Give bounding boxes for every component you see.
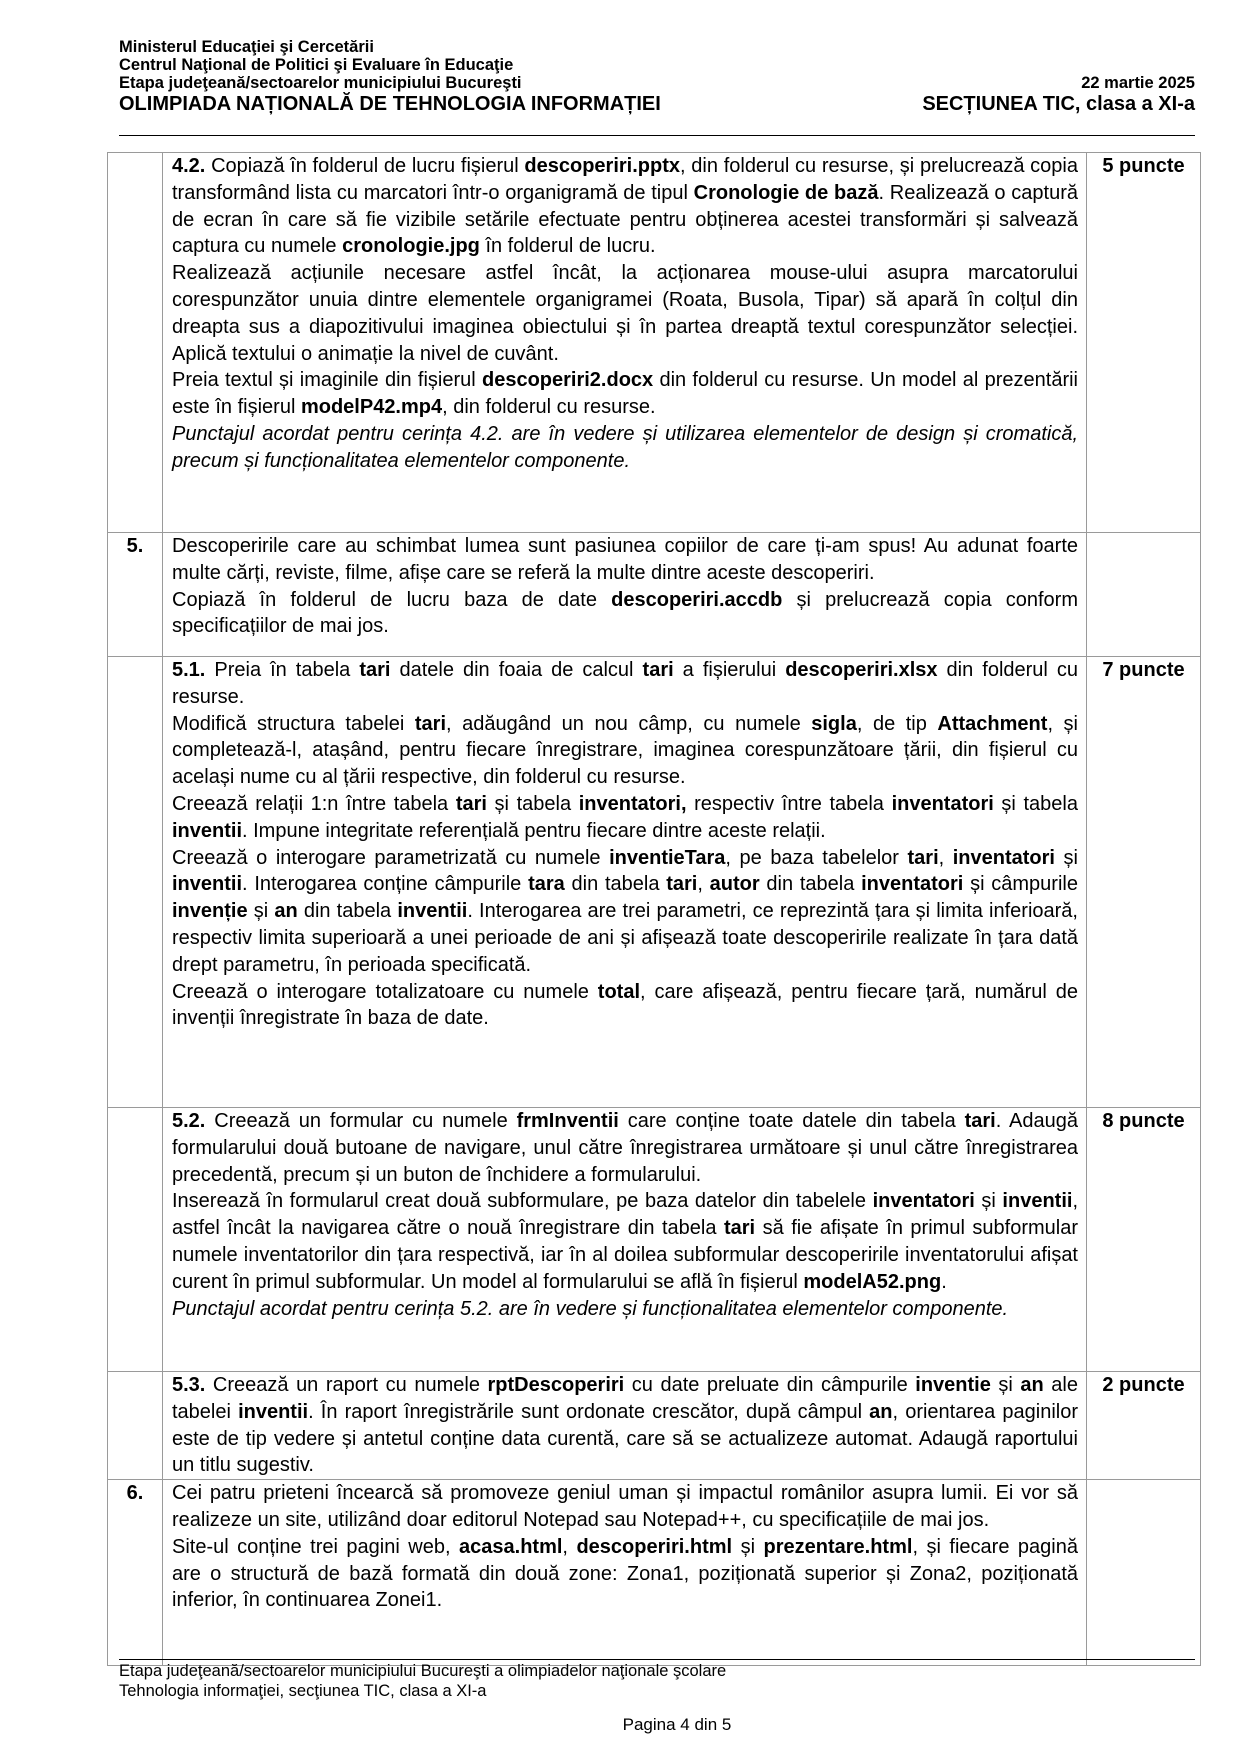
text-run: a fișierului bbox=[673, 659, 786, 681]
text-run: . Interogarea conține câmpurile bbox=[242, 873, 529, 896]
text-run: Creează un formular cu numele bbox=[205, 1110, 517, 1132]
text-run: , bbox=[938, 846, 953, 869]
bold-text-run: sigla bbox=[811, 712, 857, 735]
text-run: Creează o interogare totalizatoare cu numele bbox=[172, 980, 598, 1003]
text-run: și câmpurile bbox=[963, 873, 1078, 896]
bold-text-run: inventii bbox=[172, 873, 243, 896]
table-row bbox=[108, 1480, 1201, 1666]
bold-text-run: descoperiri.accdb bbox=[611, 588, 783, 611]
page-number: Pagina 4 din 5 bbox=[622, 1715, 732, 1734]
task-points: 7 puncte bbox=[1087, 657, 1201, 1108]
task-number bbox=[108, 1372, 163, 1480]
bold-text-run: Cronologie de bază bbox=[693, 181, 879, 204]
bold-text-run: modelP42.mp4 bbox=[300, 396, 443, 419]
ministry-name: Ministerul Educaţiei şi Cercetării bbox=[119, 38, 374, 56]
task-points bbox=[1087, 533, 1201, 657]
task-paragraph bbox=[172, 657, 1078, 711]
text-run: care conține toate datele din tabela bbox=[618, 1110, 965, 1132]
text-run: , din folderul cu resurse, și prelucrează copia transformând lista cu marcatori într-o organigramă de tipul bbox=[172, 155, 1078, 204]
bold-text-run: inventatori, bbox=[578, 792, 687, 815]
text-run: și tabela bbox=[486, 792, 579, 815]
text-run: , orientarea paginilor este de tip vedere și antetul conține data curentă, care să se actualizeze automat. Adaugă raportului un titlu sugestiv. bbox=[172, 1400, 1078, 1477]
task-text bbox=[163, 153, 1087, 533]
text-run: . Realizează o captură de ecran în care să fie vizibile setările efectuate pentru obținerea acestei transformări și salvează captura cu numele bbox=[172, 181, 1078, 258]
bold-text-run: an bbox=[869, 1400, 893, 1423]
table-row bbox=[108, 1372, 1201, 1480]
bold-text-run: tari bbox=[666, 873, 698, 896]
header-rule bbox=[119, 135, 1195, 136]
bold-text-run: cronologie.jpg bbox=[342, 235, 480, 258]
text-run: , și fiecare pagină are o structură de bază formată din două zone: Zona1, poziționată superior și Zona2, poziționată inferior, în continuarea Zonei1. bbox=[172, 1535, 1078, 1612]
bold-text-run: an bbox=[274, 900, 298, 923]
text-run: , din folderul cu resurse. bbox=[442, 396, 656, 419]
task-paragraph bbox=[172, 791, 1078, 845]
text-run: Inserează în formularul creat două subformulare, pe baza datelor din tabelele bbox=[172, 1190, 873, 1213]
task-paragraph bbox=[172, 153, 1078, 260]
bold-text-run: frmInventii bbox=[516, 1110, 619, 1132]
text-run: Copiază în folderul de lucru baza de date bbox=[172, 588, 612, 611]
text-run: , pe baza tabelelor bbox=[725, 846, 908, 869]
task-paragraph bbox=[172, 587, 1078, 641]
footer-stage: Etapa judeţeană/sectoarelor municipiului Bucureşti a olimpiadelor naţionale şcolare bbox=[119, 1662, 727, 1680]
text-run: Preia textul și imaginile din fișierul bbox=[172, 369, 482, 392]
text-run: , astfel încât la navigarea către o nouă înregistrare din tabela bbox=[172, 1190, 1078, 1240]
task-points: 8 puncte bbox=[1087, 1108, 1201, 1372]
footer-subject: Tehnologia informaţiei, secţiunea TIC, clasa a XI-a bbox=[119, 1682, 487, 1700]
task-paragraph bbox=[172, 979, 1078, 1033]
bold-text-run: tari bbox=[723, 1217, 756, 1240]
center-name: Centrul Naţional de Politici şi Evaluare în Educaţie bbox=[119, 56, 514, 74]
exam-date: 22 martie 2025 bbox=[1081, 74, 1195, 92]
page-header bbox=[119, 38, 1195, 116]
task-paragraph bbox=[172, 367, 1078, 421]
text-run: Cei patru prieteni încearcă să promoveze geniul uman și impactul românilor asupra lumii. Ei vor să realizeze un site, utilizând doar editorul Notepad sau Notepad++, cu specificațiile de mai jos. bbox=[172, 1482, 1078, 1531]
task-text bbox=[163, 533, 1087, 657]
bold-text-run: prezentare.html bbox=[763, 1535, 913, 1558]
bold-text-run: descoperiri.html bbox=[576, 1535, 733, 1558]
bold-text-run: tari bbox=[414, 712, 447, 735]
bold-text-run: an bbox=[1020, 1374, 1044, 1396]
text-run: Punctajul acordat pentru cerința 5.2. are în vedere și funcționalitatea elementelor componente. bbox=[172, 1297, 1009, 1320]
bold-text-run: Attachment bbox=[937, 712, 1048, 735]
text-run: respectiv între tabela bbox=[686, 792, 892, 815]
footer-rule bbox=[119, 1659, 1195, 1660]
task-paragraph bbox=[172, 533, 1078, 587]
text-run: din tabela bbox=[564, 873, 667, 896]
text-run: Creează relații 1:n între tabela bbox=[172, 792, 456, 815]
text-run: și prelucrează copia conform specificațiilor de mai jos. bbox=[172, 588, 1079, 638]
text-run: Creează o interogare parametrizată cu numele bbox=[172, 846, 610, 869]
text-run: , bbox=[697, 873, 710, 896]
text-run: din tabela bbox=[297, 900, 398, 923]
bold-text-run: 5.2. bbox=[172, 1110, 206, 1132]
text-run: Site-ul conține trei pagini web, bbox=[172, 1535, 460, 1558]
text-run: , care afișează, pentru fiecare țară, numărul de invenții înregistrate în baza de date. bbox=[172, 980, 1079, 1030]
bold-text-run: inventii bbox=[172, 819, 243, 842]
bold-text-run: tari bbox=[455, 792, 487, 815]
task-points: 5 puncte bbox=[1087, 153, 1201, 533]
text-run: și bbox=[974, 1190, 1003, 1213]
text-run: . Impune integritate referențială pentru fiecare dintre aceste relații. bbox=[242, 819, 826, 842]
bold-text-run: inventii bbox=[397, 900, 468, 923]
text-run: în folderul de lucru. bbox=[479, 235, 656, 258]
tasks-table bbox=[107, 152, 1201, 1666]
table-row bbox=[108, 1108, 1201, 1372]
bold-text-run: inventatori bbox=[861, 873, 964, 896]
task-paragraph bbox=[172, 1188, 1078, 1295]
bold-text-run: total bbox=[597, 980, 641, 1003]
text-run: din tabela bbox=[759, 873, 862, 896]
text-run: , bbox=[562, 1535, 577, 1558]
bold-text-run: acasa.html bbox=[459, 1535, 563, 1558]
bold-text-run: 5.1. bbox=[172, 659, 206, 681]
text-run: Punctajul acordat pentru cerința 4.2. are în vedere și utilizarea elementelor de design și cromatică, precum și funcționalitatea elementelor componente. bbox=[172, 422, 1078, 472]
task-paragraph bbox=[172, 1480, 1078, 1534]
page-footer bbox=[119, 1661, 1195, 1735]
bold-text-run: modelA52.png bbox=[803, 1270, 942, 1293]
table-row bbox=[108, 657, 1201, 1108]
bold-text-run: tari bbox=[907, 846, 939, 869]
text-run: și bbox=[732, 1535, 764, 1558]
text-run: și bbox=[990, 1374, 1021, 1396]
bold-text-run: descoperiri.pptx bbox=[524, 155, 681, 177]
bold-text-run: rptDescoperiri bbox=[487, 1374, 625, 1396]
text-run: și tabela bbox=[993, 792, 1078, 815]
task-text bbox=[163, 1480, 1087, 1666]
task-paragraph bbox=[172, 260, 1078, 367]
text-run: Modifică structura tabelei bbox=[172, 712, 415, 735]
task-number: 6. bbox=[108, 1480, 163, 1666]
task-number bbox=[108, 153, 163, 533]
text-run: . Interogarea are trei parametri, ce reprezintă țara și limita inferioară, respectiv limita superioară a unei perioade de ani și afișează toate descoperirile realizate în țara dată drept parametru, în perioada specificată. bbox=[172, 900, 1078, 976]
text-run: Copiază în folderul de lucru fișierul bbox=[205, 155, 525, 177]
bold-text-run: tari bbox=[642, 659, 674, 681]
task-text bbox=[163, 1372, 1087, 1480]
text-run: Descoperirile care au schimbat lumea sunt pasiunea copiilor de care ți-am spus! Au adunat foarte multe cărți, reviste, filme, afișe care se referă la multe dintre aceste descoperiri. bbox=[172, 535, 1078, 584]
bold-text-run: invenție bbox=[172, 900, 248, 923]
bold-text-run: inventatori bbox=[952, 846, 1055, 869]
bold-text-run: tari bbox=[964, 1110, 996, 1132]
task-text bbox=[163, 657, 1087, 1108]
table-row bbox=[108, 153, 1201, 533]
bold-text-run: inventie bbox=[915, 1374, 991, 1396]
text-run: din folderul cu resurse. bbox=[172, 659, 1079, 708]
text-run: . Adaugă formularului două butoane de navigare, unul către înregistrarea următoare și unul către înregistrarea precedentă, precum și un buton de închidere a formularului. bbox=[172, 1110, 1078, 1186]
bold-text-run: 5.3. bbox=[172, 1374, 206, 1396]
task-paragraph bbox=[172, 1108, 1078, 1188]
text-run: din folderul cu resurse. Un model al prezentării este în fișierul bbox=[172, 369, 1078, 419]
bold-text-run: inventatori bbox=[891, 792, 994, 815]
text-run: să fie afișate în primul subformular numele inventatorilor din țara respectivă, iar în al doilea subformular descoperirile inventatorului afișat curent în primul subformular. Un model al formularului se află în fișierul bbox=[172, 1217, 1078, 1293]
text-run: și bbox=[247, 900, 275, 923]
section-title: SECȚIUNEA TIC, clasa a XI-a bbox=[922, 93, 1195, 115]
bold-text-run: inventii bbox=[238, 1400, 309, 1423]
task-paragraph bbox=[172, 845, 1078, 979]
task-paragraph bbox=[172, 711, 1078, 791]
bold-text-run: descoperiri2.docx bbox=[481, 369, 654, 392]
text-run: cu date preluate din câmpurile bbox=[624, 1374, 916, 1396]
bold-text-run: descoperiri.xlsx bbox=[785, 659, 938, 681]
task-number: 5. bbox=[108, 533, 163, 657]
bold-text-run: 4.2. bbox=[172, 155, 206, 177]
text-run: , și completează-l, atașând, pentru fiecare înregistrare, imaginea corespunzătoare țării, din fișierul cu același nume cu al țării respective, din folderul cu resurse. bbox=[172, 712, 1078, 789]
task-number bbox=[108, 657, 163, 1108]
bold-text-run: inventieTara bbox=[609, 846, 726, 869]
table-row bbox=[108, 533, 1201, 657]
task-paragraph bbox=[172, 1372, 1078, 1479]
bold-text-run: inventatori bbox=[872, 1190, 975, 1213]
bold-text-run: inventii bbox=[1002, 1190, 1073, 1213]
text-run: datele din foaia de calcul bbox=[390, 659, 643, 681]
text-run: . bbox=[941, 1270, 947, 1293]
task-points: 2 puncte bbox=[1087, 1372, 1201, 1480]
olympiad-title: OLIMPIADA NAȚIONALĂ DE TEHNOLOGIA INFORMAȚIEI bbox=[119, 93, 661, 115]
bold-text-run: tara bbox=[528, 873, 565, 896]
text-run: Preia în tabela bbox=[205, 659, 360, 681]
text-run: . În raport înregistrările sunt ordonate crescător, după câmpul bbox=[308, 1400, 870, 1423]
task-paragraph bbox=[172, 421, 1078, 475]
text-run: Creează un raport cu numele bbox=[205, 1374, 488, 1396]
text-run: și bbox=[1055, 846, 1078, 869]
bold-text-run: autor bbox=[709, 873, 760, 896]
task-paragraph bbox=[172, 1296, 1078, 1323]
task-paragraph bbox=[172, 1534, 1078, 1614]
text-run: , adăugând un nou câmp, cu numele bbox=[446, 712, 812, 735]
task-points bbox=[1087, 1480, 1201, 1666]
text-run: Realizează acțiunile necesare astfel încât, la acționarea mouse-ului asupra marcatorului corespunzător unuia dintre elementele organigramei (Roata, Busola, Tipar) să apară în colțul din dreapta sus a diapozitivului imaginea obiectului și în partea dreaptă textul corespunzător selecției. Aplică textului o animație la nivel de cuvânt. bbox=[172, 262, 1078, 365]
stage-name: Etapa judeţeană/sectoarelor municipiului Bucureşti bbox=[119, 74, 522, 92]
text-run: , de tip bbox=[856, 712, 938, 735]
text-run: ale tabelei bbox=[172, 1374, 1078, 1423]
bold-text-run: tari bbox=[359, 659, 391, 681]
task-text bbox=[163, 1108, 1087, 1372]
task-number bbox=[108, 1108, 163, 1372]
